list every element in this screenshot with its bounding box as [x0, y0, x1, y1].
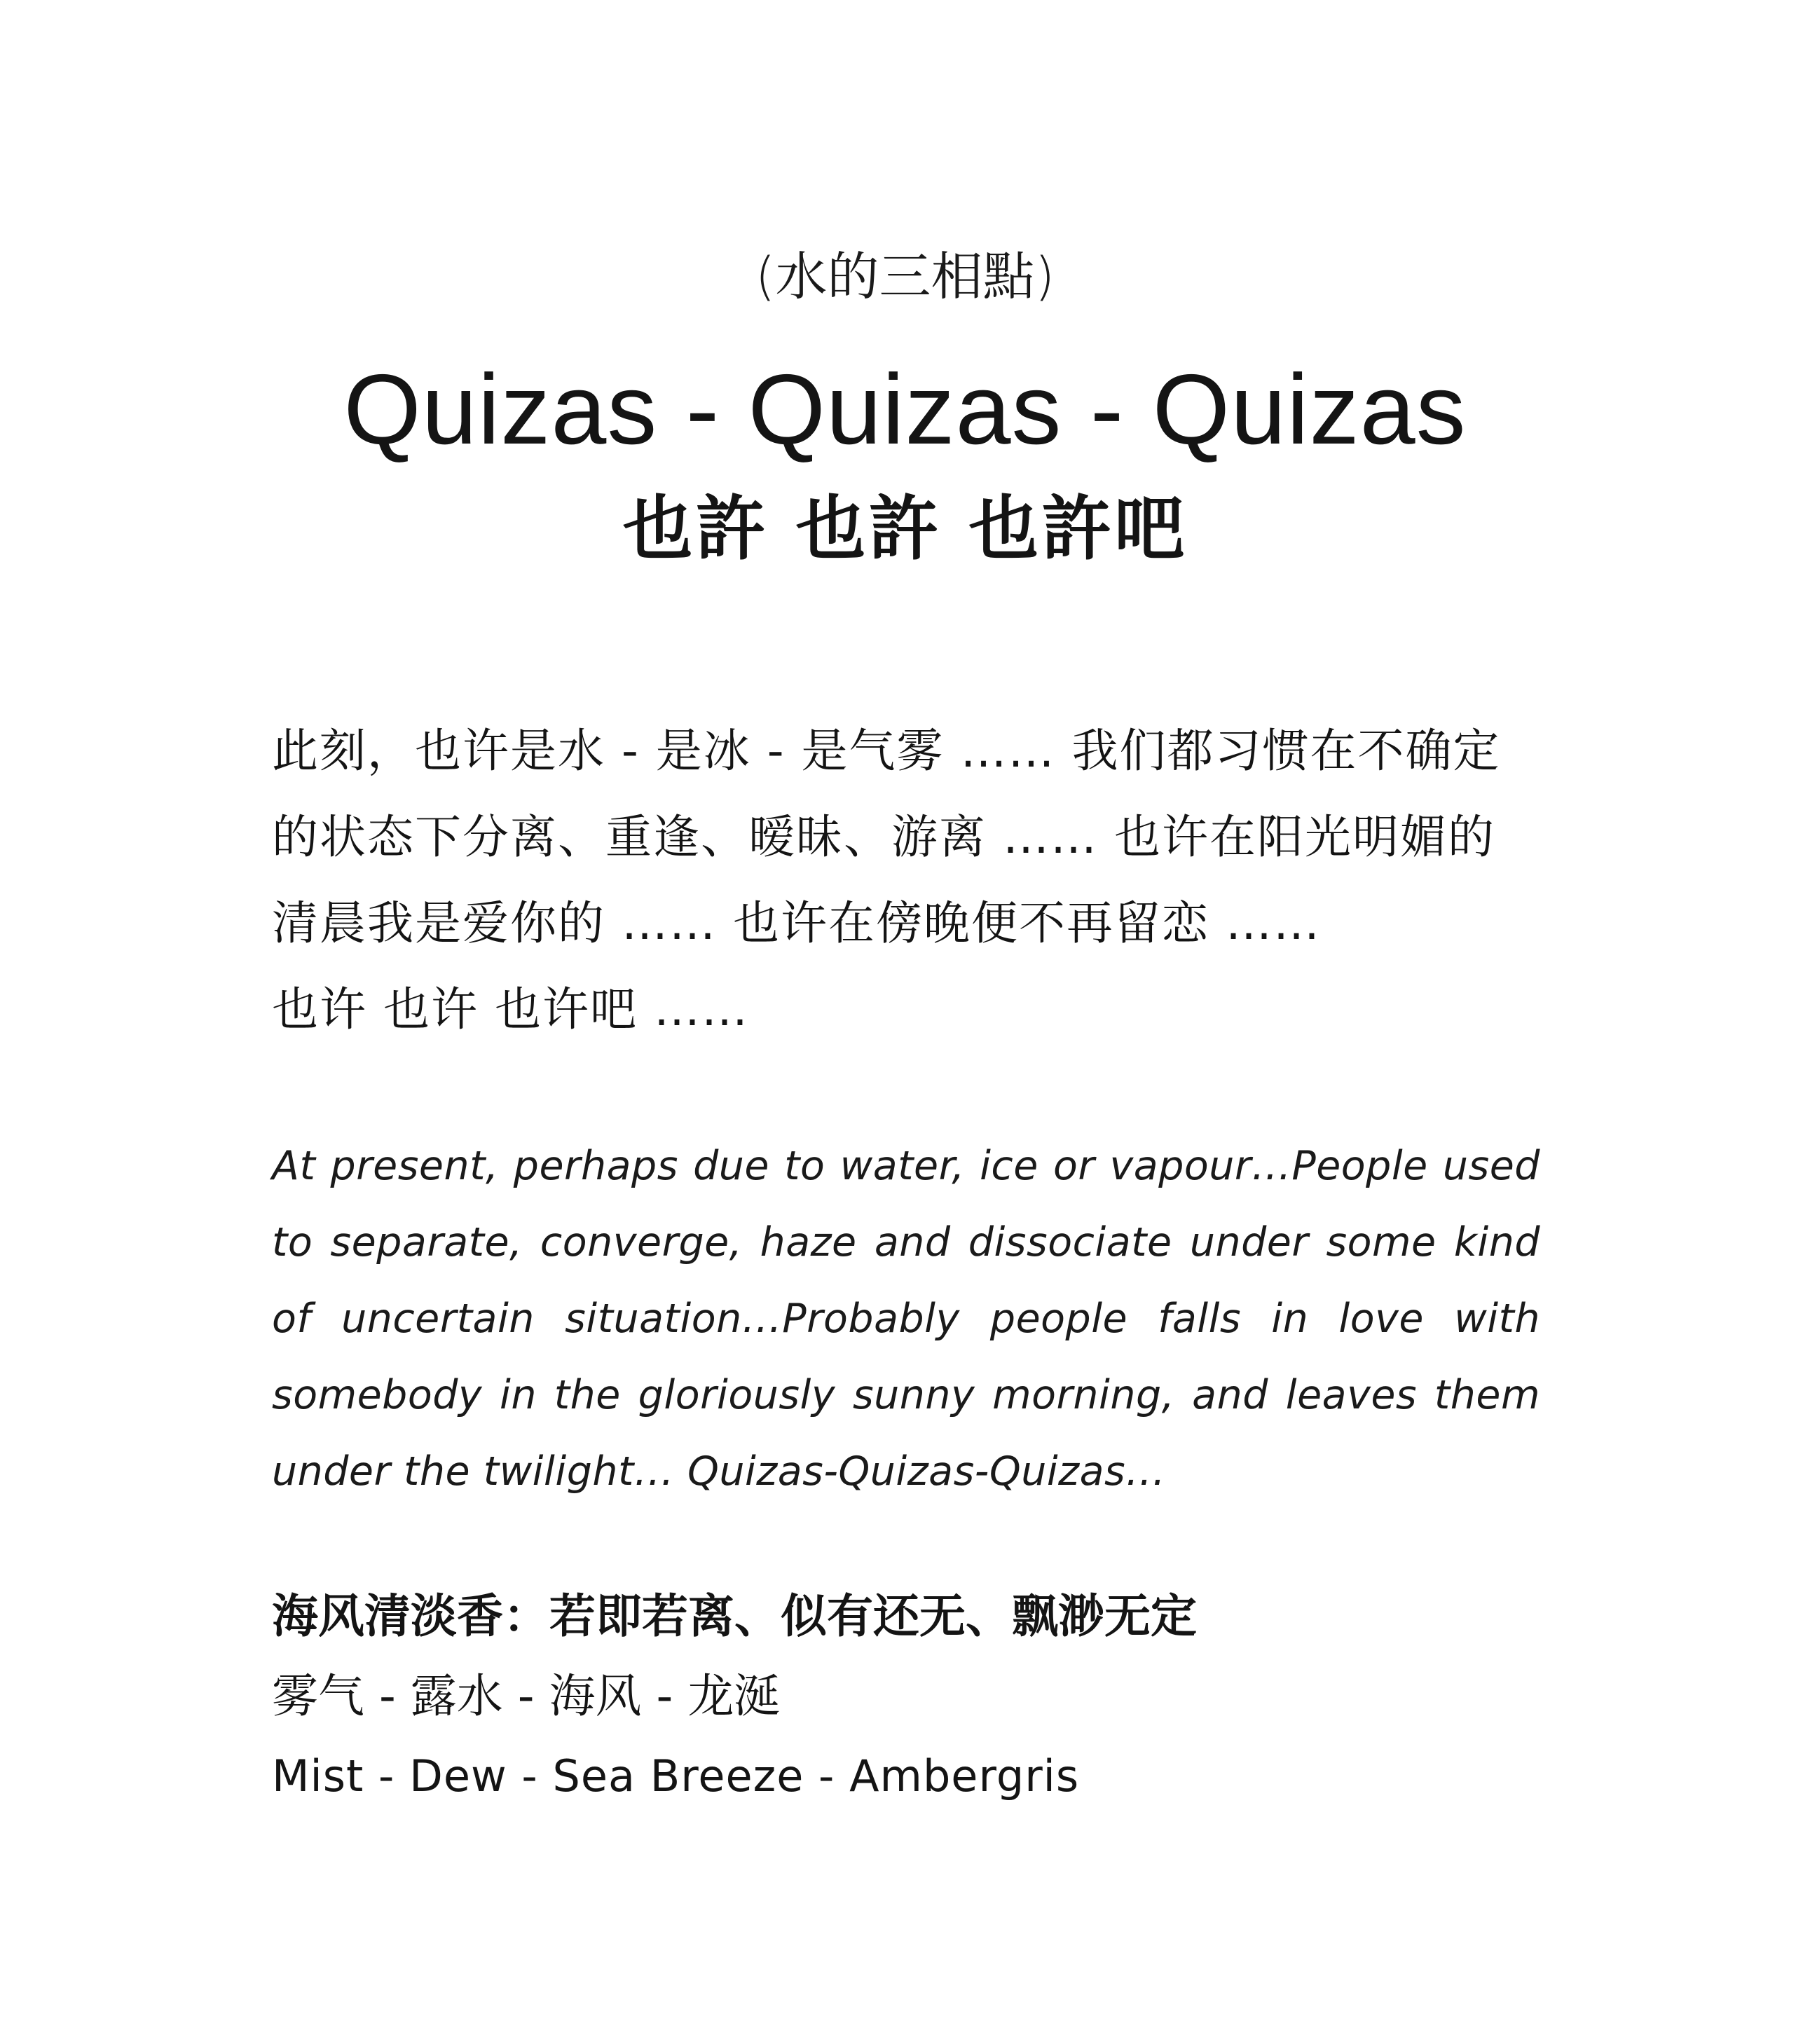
page-title-chinese: 也許 也許 也許吧	[622, 488, 1188, 570]
scent-notes-english: Mist - Dew - Sea Breeze - Ambergris	[272, 1750, 1080, 1802]
chinese-paragraph-line: 也许 也许 也许吧 ……	[272, 982, 749, 1036]
scent-notes-chinese: 雾气 - 露水 - 海风 - 龙涎	[272, 1669, 781, 1723]
chinese-paragraph-line: 此刻，也许是水 - 是冰 - 是气雾 …… 我们都习惯在不确定	[272, 724, 1501, 778]
english-paragraph: At present, perhaps due to water, ice or vapour…People used to separate, converge, haze and dissociate under some kind of uncertain situation…Probably people falls in love with somebody in the gloriously sunny morning, and leaves them under the twilight… Quizas-Quizas-Quizas…	[272, 1143, 1540, 1495]
scent-notes-heading: 海风清淡香：若即若离、似有还无、飘渺无定	[272, 1589, 1197, 1643]
chinese-paragraph-line: 的状态下分离、重逢、暧昧、游离 …… 也许在阳光明媚的	[272, 810, 1495, 864]
scent-notes	[272, 1577, 1540, 1816]
chinese-paragraph-line: 清晨我是爱你的 …… 也许在傍晚便不再留恋 ……	[272, 896, 1321, 950]
page-title: Quizas - Quizas - Quizas	[343, 354, 1467, 465]
chinese-paragraph	[272, 708, 1540, 1052]
subtitle: (水的三相點)	[755, 247, 1055, 307]
